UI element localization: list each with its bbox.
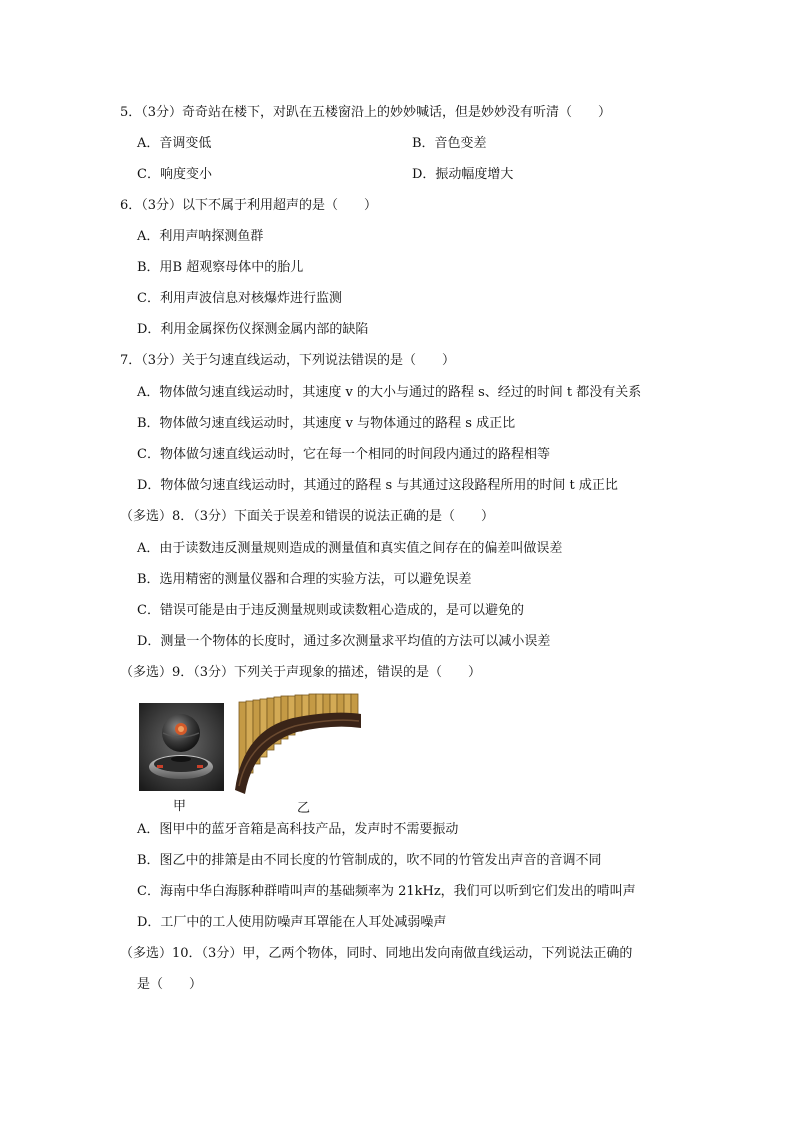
- pan-flute-image: [233, 690, 363, 795]
- q9-option-d: D．工厂中的工人使用防噪声耳罩能在人耳处减弱噪声: [137, 915, 447, 930]
- q8-option-c: C．错误可能是由于违反测量规则或读数粗心造成的，是可以避免的: [137, 603, 524, 618]
- q8-option-b: B．选用精密的测量仪器和合理的实验方法，可以避免误差: [137, 572, 472, 587]
- q9-option-b: B．图乙中的排箫是由不同长度的竹管制成的，吹不同的竹管发出声音的音调不同: [137, 853, 602, 868]
- q10-stem-line1: （多选）10．（3分）甲，乙两个物体，同时、同地出发向南做直线运动，下列说法正确的: [120, 946, 633, 961]
- q6-option-b: B．用B 超观察母体中的胎儿: [137, 260, 304, 275]
- q6-option-c: C．利用声波信息对核爆炸进行监测: [137, 291, 342, 306]
- q5-option-b: B．音色变差: [412, 136, 487, 151]
- q6-stem: 6．（3分）以下不属于利用超声的是（ ）: [120, 198, 378, 213]
- q7-option-d: D．物体做匀速直线运动时，其通过的路程 s 与其通过这段路程所用的时间 t 成正比: [137, 478, 618, 493]
- q5-option-c: C．响度变小: [137, 167, 212, 182]
- q9-option-c: C．海南中华白海豚种群啃叫声的基础频率为 21kHz，我们可以听到它们发出的啃叫声: [137, 884, 636, 899]
- bluetooth-speaker-image: [139, 703, 224, 791]
- figure-caption-jia: 甲: [173, 799, 187, 814]
- q5-stem: 5．（3分）奇奇站在楼下，对趴在五楼窗沿上的妙妙喊话，但是妙妙没有听清（ ）: [120, 105, 612, 120]
- q10-stem-line2: 是（ ）: [137, 977, 203, 992]
- q8-stem: （多选）8．（3分）下面关于误差和错误的说法正确的是（ ）: [120, 509, 495, 524]
- q7-option-b: B．物体做匀速直线运动时，其速度 v 与物体通过的路程 s 成正比: [137, 416, 516, 431]
- q7-option-a: A．物体做匀速直线运动时，其速度 v 的大小与通过的路程 s、经过的时间 t 都没有关系: [137, 385, 642, 400]
- q5-option-d: D．振动幅度增大: [412, 167, 514, 182]
- q6-option-a: A．利用声呐探测鱼群: [137, 229, 264, 244]
- q8-option-d: D．测量一个物体的长度时，通过多次测量求平均值的方法可以减小误差: [137, 634, 551, 649]
- q9-stem: （多选）9．（3分）下列关于声现象的描述，错误的是（ ）: [120, 665, 482, 680]
- q7-stem: 7．（3分）关于匀速直线运动，下列说法错误的是（ ）: [120, 353, 456, 368]
- q9-option-a: A．图甲中的蓝牙音箱是高科技产品，发声时不需要振动: [137, 822, 459, 837]
- q5-option-a: A．音调变低: [137, 136, 212, 151]
- q6-option-d: D．利用金属探伤仪探测金属内部的缺陷: [137, 322, 369, 337]
- figure-caption-yi: 乙: [297, 801, 311, 816]
- q7-option-c: C．物体做匀速直线运动时，它在每一个相同的时间段内通过的路程相等: [137, 447, 550, 462]
- q8-option-a: A．由于读数违反测量规则造成的测量值和真实值之间存在的偏差叫做误差: [137, 541, 563, 556]
